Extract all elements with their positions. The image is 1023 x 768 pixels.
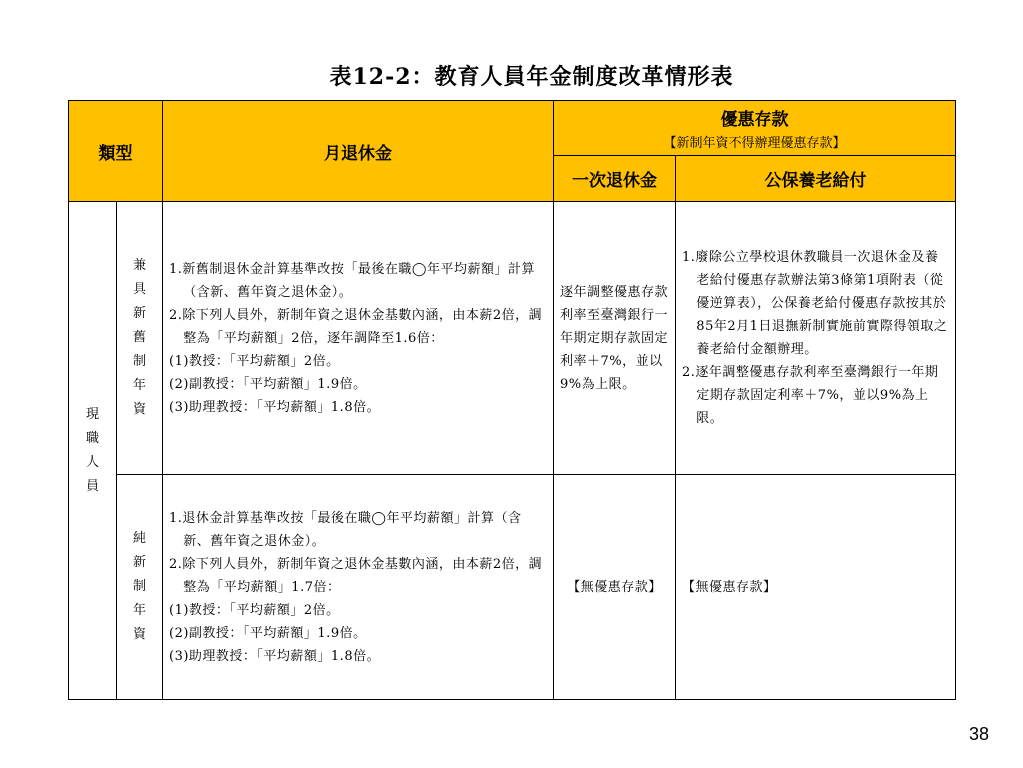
row-label-new: 純 新 制 年 資 — [117, 475, 163, 700]
row-label-mixed: 兼 具 新 舊 制 年 資 — [117, 202, 163, 475]
insurance-mixed: 1.廢除公立學校退休教職員一次退休金及養老給付優惠存款辦法第3條第1項附表（從優逆算表），公保養老給付優惠存款按其於85年2月1日退撫新制實施前實際得領取之養老給付金額辦理。 2.逐年調整優惠存款利率至臺灣銀行一年期定期存款固定利率＋7%，並以9%為上限。 — [676, 202, 956, 475]
header-public-insurance: 公保養老給付 — [676, 156, 956, 202]
header-preferential-title: 優惠存款 — [720, 110, 789, 130]
header-preferential-deposit — [554, 101, 956, 156]
header-type: 類型 — [69, 101, 163, 202]
page-title: 表12-2：教育人員年金制度改革情形表 — [329, 64, 734, 90]
lump-sum-mixed: 逐年調整優惠存款利率至臺灣銀行一年期定期存款固定利率＋7%，並以9%為上限。 — [554, 202, 676, 475]
pension-reform-table — [68, 100, 956, 700]
page-number: 38 — [968, 724, 989, 744]
lump-sum-new: 【無優惠存款】 — [554, 475, 676, 700]
header-lump-sum: 一次退休金 — [554, 156, 676, 202]
monthly-pension-mixed: 1.新舊制退休金計算基準改按「最後在職◯年平均薪額」計算（含新、舊年資之退休金）。 2.除下列人員外，新制年資之退休金基數內涵，由本薪2倍，調整為「平均薪額」2倍，逐年調降至1.6倍： (1)教授：「平均薪額」2倍。 (2)副教授：「平均薪額」1.9倍。 (3)助理教授：「平均薪額」1.8倍。 — [163, 202, 554, 475]
monthly-pension-new: 1.退休金計算基準改按「最後在職◯年平均薪額」計算（含新、舊年資之退休金）。 2.除下列人員外，新制年資之退休金基數內涵，由本薪2倍，調整為「平均薪額」1.7倍： (1)教授：「平均薪額」2倍。 (2)副教授：「平均薪額」1.9倍。 (3)助理教授：「平均薪額」1.8倍。 — [163, 475, 554, 700]
row-group-label: 現 職 人 員 — [69, 202, 117, 700]
header-preferential-note: 【新制年資不得辦理優惠存款】 — [663, 136, 846, 151]
table-row — [69, 475, 956, 700]
header-monthly-pension: 月退休金 — [163, 101, 554, 202]
insurance-new: 【無優惠存款】 — [676, 475, 956, 700]
table-row — [69, 202, 956, 475]
